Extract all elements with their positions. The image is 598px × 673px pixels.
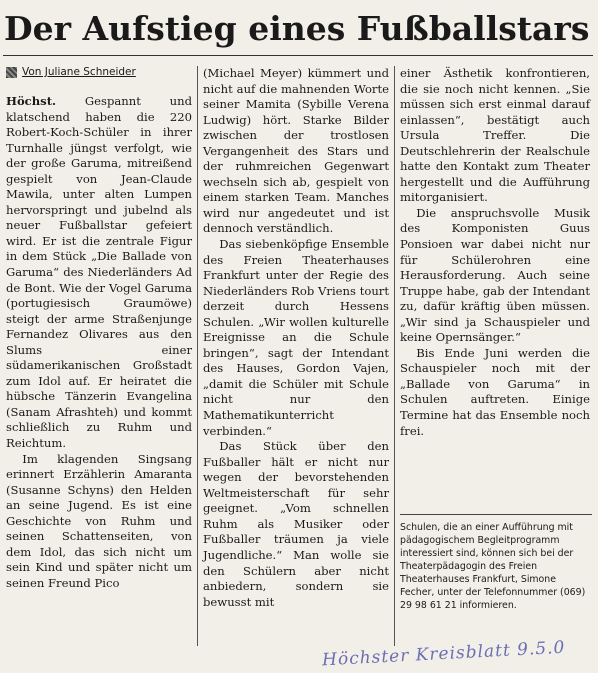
column-1 [6,94,192,592]
paragraph: Bis Ende Juni werden die Schauspieler noch mit der „Ballade von Garuma“ in Schulen auftreten. Einige Termine hat das Ensemble noch frei. [400,345,590,438]
paragraph: einer Ästhetik konfrontieren, die sie noch nicht kennen. „Sie müssen sich erst einmal darauf einlassen“, bestätigt auch Ursula Treffer. Die Deutschlehrerin der Realschule hatte den Kontakt zum Theater hergestellt und die Aufführung mitorganisiert. [400,66,590,205]
paragraph: Im klagenden Singsang erinnert Erzählerin Amaranta (Susanne Schyns) den Helden an seine Jugend. Es ist eine Geschichte von Ruhm und seinen Schattenseiten, von dem Idol, das sich nicht um sein Kind und später nicht um seinen Freund Pico [6,451,192,590]
headline: Der Aufstieg eines Fußballstars [4,9,590,48]
column-divider [394,66,395,646]
paragraph-text: Gespannt und klatschend haben die 220 Robert-Koch-Schüler in ihrer Turnhalle jüngst verfolgt, wie der große Garuma, mitreißend gespielt von Jean-Claude Mawila, unter alten Lumpen hervorspringt und jubelnd als neuer Fußballstar gefeiert wird. Er ist die zentrale Figur in dem Stück „Die Ballade von Garuma“ des Niederländers Ad de Bont. Wie der Vogel Garuma (portugiesisch Graumöwe) steigt der arme Straßenjunge Fernandez Olivares aus den Slums einer südamerikanischen Großstadt zum Idol auf. Er heiratet die hübsche Tänzerin Evangelina (Sanam Afrashteh) und kommt schließlich zu Ruhm und Reichtum. [6,94,192,451]
column-divider [197,66,198,646]
column-2 [203,66,389,610]
paragraph: Die anspruchsvolle Musik des Komponisten Guus Ponsioen war dabei nicht nur für Schülerohren eine Herausforderung. Auch seine Truppe habe, gab der Intendant zu, dafür kräftig üben müssen. „Wir sind ja Schauspieler und keine Opernsänger.“ [400,205,590,345]
dateline: Höchst. [6,94,57,108]
paragraph: Das siebenköpfige Ensemble des Freien Theaterhauses Frankfurt unter der Regie des Niederländers Rob Vriens tourt derzeit durch Hessens Schulen. „Wir wollen kulturelle Ereignisse an die Schule bringen“, sagt der Intendant des Hauses, Gordon Vajen, „damit die Schüler mit Schule nicht nur den Mathematikunterricht verbinden.“ [203,237,389,438]
paragraph [6,94,192,452]
column-3 [400,66,590,439]
headline-rule [3,55,593,56]
paragraph: Das Stück über den Fußballer hält er nicht nur wegen der bevorstehenden Weltmeisterschaft für sehr geeignet. „Vom schnellen Ruhm als Musiker oder Fußballer träumen ja viele Jugendliche.“ Man wolle sie den Schülern aber nicht anbiedern, sondern sie bewusst mit [203,439,389,609]
handwritten-source-note: Höchster Kreisblatt 9.5.0 [321,637,566,671]
byline-marker-icon [6,67,17,78]
info-box: Schulen, die an einer Aufführung mit pädagogischem Begleitprogramm interessiert sind, können sich bei der Theaterpädagogin des Freien Theaterhauses Frankfurt, Simone Fecher, unter der Telefonnummer (069) 29 98 61 21 informieren. [400,514,592,612]
byline [6,66,136,78]
paragraph: (Michael Meyer) kümmert und nicht auf die mahnenden Worte seiner Mamita (Sybille Verena Ludwig) hört. Starke Bilder zwischen der trostlosen Vergangenheit des Stars und der ruhmreichen Gegenwart wechseln sich ab, gespielt von einem starken Team. Manches wird nur angedeutet und ist dennoch verständlich. [203,66,389,236]
byline-text: Von Juliane Schneider [22,66,136,78]
